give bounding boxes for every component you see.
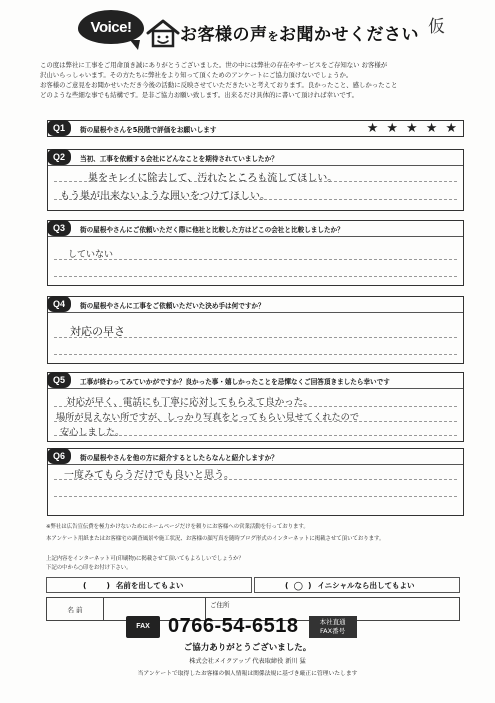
q2-answer-line: もう巣が出来ないような囲いをつけてほしい。 — [60, 191, 270, 202]
question-q6 — [47, 448, 464, 516]
star-icon: ★ — [386, 121, 399, 136]
q6-text: 街の屋根やさんを他の方に紹介するとしたらなんと紹介しますか？ — [80, 453, 278, 462]
q5-text: 工事が終わってみていかがですか？良かった事・嬉しかったことを忌憚なくご回答頂きましたら幸いです — [80, 377, 390, 386]
company-name: 株式会社メイクアップ 代表取締役 新川 猛 — [189, 658, 306, 665]
footer-note: 本アンケート用紙またはお客様宅の調査風景や施工状況、お客様の顔写真を随時ブログ形式のインターネットに掲載させて頂いております。 — [46, 536, 385, 542]
name-label: 名 前 — [47, 598, 104, 620]
q2-text: 当初、工事を依頼する会社にどんなことを期待されていましたか？ — [80, 154, 278, 163]
intro-text: この度は弊社に工事をご用命頂き誠にありがとうございました。世の中には弊社の存在やサービスをご存知ない お客様が 沢山いらっしゃいます。その方たちに弊社をより知って頂くためのアンケートにご協力頂けないでしょうか。 お客様のご意見をお聞かせいただき今後の活動に反映させていただきたいと考えております。良かったこと、感しかったこと どのような些細な事でも結構です。是非ご協力お願い致します。出来るだけ具体的に書いて頂ければ幸いです。 — [40, 61, 398, 99]
star-icon: ★ — [406, 121, 418, 136]
page-title: お客様の声をお聞かせください — [180, 25, 419, 45]
q4-text: 街の屋根やさんに工事をご依頼いただいた決め手は何ですか？ — [80, 301, 265, 310]
selected-circle-mark: ○ — [293, 578, 304, 592]
q5-badge: Q5 — [47, 372, 71, 388]
rating-stars — [367, 122, 457, 135]
q1-badge: Q1 — [47, 120, 71, 136]
footer-note: 上記内容をインターネット可(印刷物)に掲載させて頂いてもよろしいでしょうか？ — [46, 556, 244, 562]
house-icon — [146, 18, 180, 48]
handwritten-corner-mark: 仮 — [428, 17, 445, 37]
q6-answer-line: 一度みてもらうだけでも良いと思う。 — [64, 470, 234, 481]
star-icon: ★ — [445, 121, 457, 136]
address-label: ご住所 — [205, 598, 230, 622]
fax-number: 0766-54-6518 — [168, 615, 299, 637]
fax-tag: 本社直通 FAX番号 — [309, 616, 357, 638]
q5-answer-line: 対応が早く、電話にも丁寧に応対してもらえて良かった。 — [66, 397, 313, 408]
question-q2 — [47, 149, 464, 211]
question-q3 — [47, 220, 464, 286]
q2-answer-line: 巣をキレイに除去して、汚れたところも流してほしい。 — [88, 173, 338, 184]
q3-answer-line: していない — [68, 250, 114, 260]
thanks-text: ご協力ありがとうございました。 — [183, 643, 312, 653]
footer-note: 下記の中から○印をお付け下さい。 — [46, 565, 132, 571]
question-q1 — [47, 120, 464, 137]
fax-icon: FAX — [126, 616, 160, 638]
option-name-ok[interactable]: ( ) 名前を出してもよい — [46, 577, 252, 593]
option-initial-ok[interactable]: ( ○ ) イニシャルなら出してもよい — [254, 577, 460, 593]
q4-badge: Q4 — [47, 296, 71, 312]
q3-badge: Q3 — [47, 220, 71, 236]
footer-note: ※弊社は広告宣伝費を極力かけないためにホームページだけを頼りにお客様への営業活動を行っております。 — [46, 524, 309, 530]
question-q5 — [47, 372, 464, 442]
q2-badge: Q2 — [47, 149, 71, 165]
privacy-note: 当アンケートで取得したお客様の個人情報は関係法規に基づき厳正に管理いたします — [137, 671, 358, 677]
q1-text: 街の屋根やさんを5段階で評価をお願いします — [80, 125, 217, 134]
q5-answer-line: 安心しました。 — [60, 427, 125, 438]
q5-answer-line: 場所が見えない所ですが、しっかり写真をとってもらい見せてくれたので — [56, 412, 360, 423]
star-icon: ★ — [425, 121, 438, 136]
q4-answer-line: 対応の早さ — [70, 325, 125, 338]
voice-badge: Voice! — [78, 10, 144, 44]
fax-block — [126, 615, 357, 638]
q3-text: 街の屋根やさんにご依頼いただく際に他社と比較した方はどこの会社と比較しましたか？ — [80, 225, 344, 234]
star-icon: ★ — [366, 121, 379, 136]
question-q4 — [47, 296, 464, 364]
q6-badge: Q6 — [47, 448, 71, 464]
